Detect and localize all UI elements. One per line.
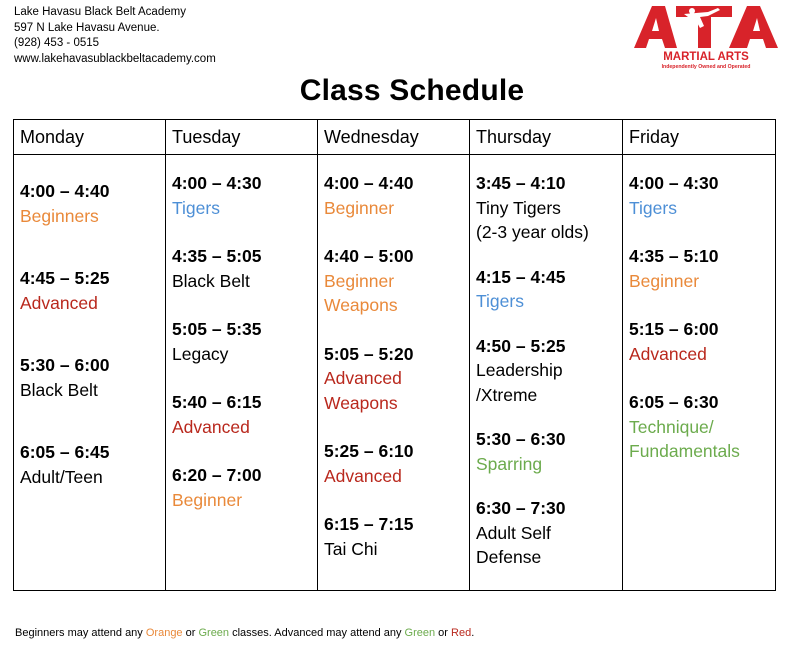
- schedule-table: [13, 119, 776, 591]
- day-column-thursday: [470, 155, 623, 591]
- class-slot: [172, 463, 311, 512]
- class-name-line2: Weapons: [324, 295, 398, 315]
- academy-phone: (928) 453 - 0515: [14, 37, 100, 49]
- class-time: 6:20 – 7:00: [172, 465, 262, 485]
- class-time: 4:50 – 5:25: [476, 335, 566, 356]
- class-time: 5:25 – 6:10: [324, 441, 414, 461]
- class-name: Advanced: [172, 416, 250, 437]
- class-time: 4:00 – 4:30: [629, 173, 719, 193]
- note-segment: Green: [198, 627, 230, 639]
- class-name: Advanced: [324, 368, 402, 388]
- day-column-friday: [623, 155, 776, 591]
- class-name: Tigers: [629, 197, 677, 218]
- academy-website: www.lakehavasublackbeltacademy.com: [14, 52, 216, 65]
- note-segment: or: [435, 627, 452, 639]
- class-slot: [629, 244, 769, 293]
- academy-info: [14, 5, 216, 67]
- class-name-line2: Defense: [476, 547, 542, 567]
- class-slot: [324, 512, 463, 561]
- class-slot: [20, 179, 159, 228]
- class-name: Beginner: [629, 270, 700, 291]
- day-header-wednesday: Wednesday: [318, 120, 470, 155]
- class-time: 5:05 – 5:35: [172, 319, 262, 339]
- class-slot: [20, 353, 159, 402]
- day-header-tuesday: Tuesday: [166, 120, 318, 155]
- class-name: Leadership: [476, 360, 563, 380]
- class-time: 4:40 – 5:00: [324, 246, 414, 266]
- attendance-note: [15, 627, 474, 639]
- class-slot: [324, 244, 463, 318]
- academy-name: Lake Havasu Black Belt Academy: [14, 6, 186, 18]
- class-slot: [20, 266, 159, 315]
- class-time: 5:40 – 6:15: [172, 392, 262, 412]
- class-name: Tigers: [172, 197, 220, 218]
- class-name: Adult Self: [476, 522, 551, 543]
- class-slot: [172, 244, 311, 293]
- class-slot: [476, 265, 616, 314]
- class-time: 6:15 – 7:15: [324, 514, 414, 534]
- class-slot: [476, 496, 616, 570]
- class-slot: [629, 171, 769, 220]
- class-name: Technique/: [629, 416, 714, 437]
- schedule-body-row: [14, 155, 776, 591]
- class-time: 6:30 – 7:30: [476, 498, 566, 518]
- academy-address: 597 N Lake Havasu Avenue.: [14, 21, 160, 34]
- class-time: 4:35 – 5:05: [172, 246, 262, 266]
- note-segment: Beginners may attend any: [15, 627, 146, 639]
- class-slot: [172, 390, 311, 439]
- note-segment: Green: [404, 627, 436, 639]
- class-slot: [476, 334, 616, 408]
- class-name-line2: /Xtreme: [476, 384, 538, 405]
- class-time: 4:00 – 4:40: [20, 181, 110, 201]
- class-time: 6:05 – 6:30: [629, 392, 719, 412]
- class-time: 4:45 – 5:25: [20, 268, 110, 288]
- class-name: Beginner: [324, 197, 395, 218]
- class-name: Sparring: [476, 453, 543, 474]
- class-name: Advanced: [324, 465, 402, 486]
- class-name: Adult/Teen: [20, 466, 103, 487]
- class-slot: [172, 171, 311, 220]
- class-name: Tigers: [476, 291, 524, 311]
- class-slot: [324, 439, 463, 488]
- note-segment: Orange: [145, 627, 183, 639]
- class-slot: [476, 427, 616, 476]
- class-name: Legacy: [172, 343, 229, 364]
- class-name: Black Belt: [20, 379, 98, 400]
- class-name: Beginner: [324, 270, 395, 291]
- day-header-monday: Monday: [14, 120, 166, 155]
- class-name: Advanced: [629, 343, 707, 364]
- class-name: Advanced: [20, 292, 98, 313]
- day-column-monday: [14, 155, 166, 591]
- note-segment: .: [471, 627, 475, 639]
- note-segment: or: [182, 627, 199, 639]
- class-slot: [629, 390, 769, 464]
- class-time: 5:30 – 6:30: [476, 429, 566, 449]
- class-slot: [324, 171, 463, 220]
- class-name: Black Belt: [172, 270, 250, 291]
- day-header-thursday: Thursday: [470, 120, 623, 155]
- note-segment: classes. Advanced may attend any: [229, 627, 405, 639]
- class-time: 4:00 – 4:30: [172, 173, 262, 193]
- day-column-wednesday: [318, 155, 470, 591]
- logo-tagline: Independently Owned and Operated: [661, 64, 751, 70]
- class-time: 5:05 – 5:20: [324, 343, 414, 364]
- ata-logo: [632, 4, 780, 70]
- note-segment: Red: [451, 627, 472, 639]
- class-time: 4:15 – 4:45: [476, 266, 566, 287]
- class-slot: [172, 317, 311, 366]
- class-name: Beginners: [20, 205, 99, 226]
- class-time: 5:15 – 6:00: [629, 319, 719, 339]
- class-name: Tiny Tigers: [476, 197, 561, 218]
- class-time: 3:45 – 4:10: [476, 173, 566, 193]
- class-slot: [629, 317, 769, 366]
- day-column-tuesday: [166, 155, 318, 591]
- class-name-line2: (2-3 year olds): [476, 222, 589, 242]
- class-time: 5:30 – 6:00: [20, 355, 110, 375]
- day-header-friday: Friday: [623, 120, 776, 155]
- class-time: 4:35 – 5:10: [629, 246, 719, 266]
- class-time: 6:05 – 6:45: [20, 442, 110, 462]
- class-name-line2: Fundamentals: [629, 441, 740, 461]
- class-slot: [20, 440, 159, 489]
- class-name-line2: Weapons: [324, 392, 398, 413]
- page-title: Class Schedule: [299, 74, 525, 107]
- logo-subtitle: MARTIAL ARTS: [663, 51, 749, 63]
- class-name: Tai Chi: [324, 538, 378, 559]
- class-slot: [324, 342, 463, 416]
- day-header-row: [14, 120, 776, 155]
- class-time: 4:00 – 4:40: [324, 173, 414, 193]
- class-name: Beginner: [172, 489, 243, 510]
- class-slot: [476, 171, 616, 245]
